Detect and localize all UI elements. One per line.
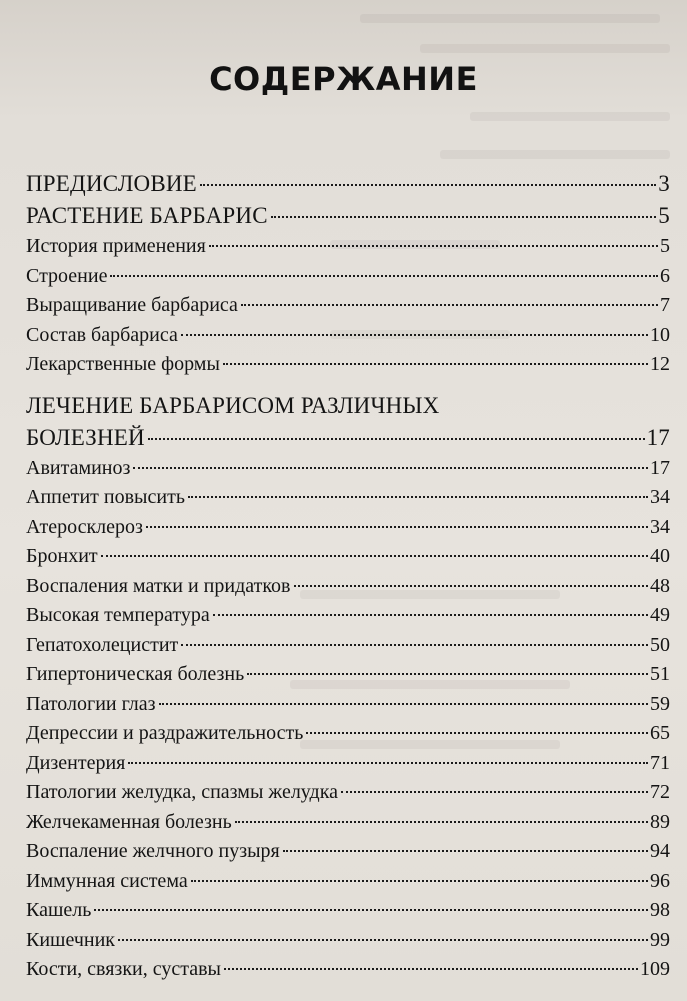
dot-leader: [283, 850, 648, 852]
toc-entry: [26, 601, 670, 631]
dot-leader: [181, 334, 648, 336]
dot-leader: [94, 909, 648, 911]
toc-entry-label: Высокая температура: [26, 604, 210, 626]
toc-entry-label: Кишечник: [26, 928, 116, 951]
toc-entry: [26, 896, 670, 926]
toc-entry: [26, 719, 670, 749]
toc-entry-page: 6: [660, 264, 670, 287]
toc-section-treatment-line1: [26, 390, 670, 422]
toc-entry-label: Состав барбариса: [26, 323, 178, 346]
toc-entry-page: 17: [646, 424, 670, 450]
toc-entry-label: Строение: [26, 264, 108, 287]
toc-entry-page: 51: [650, 663, 670, 685]
toc-entry: [26, 291, 670, 321]
toc-entry-label: Выращивание барбариса: [26, 294, 238, 316]
toc-entry-page: 5: [658, 203, 670, 228]
toc-entry-page: 59: [650, 692, 670, 715]
dot-leader: [223, 363, 648, 365]
toc-entry-label: Кашель: [26, 899, 92, 921]
toc-entry-page: 5: [660, 235, 670, 257]
dot-leader: [213, 614, 648, 616]
toc-entry-label: Гипертоническая болезнь: [26, 663, 245, 685]
toc-entry-label: Авитаминоз: [26, 456, 131, 479]
toc-section-treatment: [26, 422, 670, 454]
toc-entry: [26, 232, 670, 262]
toc-entry: [26, 778, 670, 808]
dot-leader: [128, 762, 648, 764]
toc-entry-label: Патологии желудка, спазмы желудка: [26, 781, 339, 803]
toc-section-label-line1: ЛЕЧЕНИЕ БАРБАРИСОМ РАЗЛИЧНЫХ: [26, 392, 440, 418]
dot-leader: [235, 821, 648, 823]
toc-entry-label: Патологии глаз: [26, 692, 156, 715]
dot-leader: [181, 644, 648, 646]
dot-leader: [224, 968, 638, 970]
toc-entry-preface: [26, 168, 670, 200]
toc-entry-page: 10: [650, 323, 670, 346]
dot-leader: [148, 438, 645, 440]
toc-entry: [26, 867, 670, 897]
toc-entry-page: 72: [650, 781, 670, 803]
toc-entry-page: 89: [650, 810, 670, 833]
toc-entry-page: 3: [658, 171, 670, 196]
dot-leader: [271, 216, 657, 218]
toc-entry-label: Аппетит повысить: [26, 486, 185, 508]
dot-leader: [110, 275, 658, 277]
dot-leader: [191, 880, 648, 882]
toc-entry-page: 71: [650, 751, 670, 774]
dot-leader: [118, 939, 648, 941]
dot-leader: [101, 555, 648, 557]
toc-entry-page: 34: [650, 486, 670, 508]
toc-entry: [26, 542, 670, 572]
toc-entry-label: Атеросклероз: [26, 515, 143, 538]
dot-leader: [133, 467, 648, 469]
toc-entry-page: 94: [650, 840, 670, 862]
toc-entry-label: Лекарственные формы: [26, 353, 220, 375]
toc-entry-page: 48: [650, 574, 670, 597]
toc-entry-label: Депрессии и раздражительность: [26, 722, 304, 744]
toc-entry-page: 96: [650, 869, 670, 892]
dot-leader: [241, 304, 658, 306]
toc-entry-label: Иммунная система: [26, 869, 188, 892]
toc-entry-page: 12: [650, 353, 670, 375]
toc-entry: [26, 808, 670, 838]
toc-entry-label: Воспаление желчного пузыря: [26, 840, 280, 862]
toc-entry: [26, 572, 670, 602]
toc-entry-label: Желчекаменная болезнь: [26, 810, 232, 833]
table-of-contents: [26, 168, 670, 985]
toc-entry-page: 65: [650, 722, 670, 744]
dot-leader: [209, 245, 658, 247]
toc-entry-label: РАСТЕНИЕ БАРБАРИС: [26, 203, 268, 228]
toc-entry-label: Гепатохолецистит: [26, 633, 179, 656]
toc-entry-label: Бронхит: [26, 545, 98, 567]
toc-entry: [26, 631, 670, 661]
toc-entry: [26, 454, 670, 484]
toc-entry: [26, 483, 670, 513]
toc-entry: [26, 262, 670, 292]
toc-entry: [26, 321, 670, 351]
toc-entry: [26, 837, 670, 867]
toc-entry: [26, 513, 670, 543]
toc-entry: [26, 955, 670, 985]
dot-leader: [188, 496, 648, 498]
toc-entry-page: 49: [650, 604, 670, 626]
toc-entry: [26, 749, 670, 779]
dot-leader: [341, 791, 648, 793]
page-title: СОДЕРЖАНИЕ: [209, 60, 478, 98]
dot-leader: [146, 526, 648, 528]
dot-leader: [294, 585, 648, 587]
toc-entry-page: 98: [650, 899, 670, 921]
toc-section-plant: [26, 200, 670, 232]
toc-entry: [26, 690, 670, 720]
toc-entry-page: 7: [660, 294, 670, 316]
dot-leader: [247, 673, 648, 675]
toc-entry-label: Дизентерия: [26, 751, 126, 774]
toc-entry-label: История применения: [26, 235, 206, 257]
dot-leader: [159, 703, 648, 705]
toc-entry-label: ПРЕДИСЛОВИЕ: [26, 171, 197, 196]
toc-entry-label: Кости, связки, суставы: [26, 958, 221, 980]
toc-entry-label: БОЛЕЗНЕЙ: [26, 424, 145, 450]
dot-leader: [200, 184, 656, 186]
toc-entry: [26, 926, 670, 956]
toc-entry-page: 17: [650, 456, 670, 479]
toc-entry-page: 109: [640, 958, 670, 980]
toc-entry-page: 34: [650, 515, 670, 538]
toc-entry-page: 40: [650, 545, 670, 567]
toc-entry: [26, 350, 670, 380]
toc-entry-label: Воспаления матки и придатков: [26, 574, 291, 597]
toc-entry-page: 50: [650, 633, 670, 656]
dot-leader: [306, 732, 648, 734]
toc-entry-page: 99: [650, 928, 670, 951]
toc-entry: [26, 660, 670, 690]
